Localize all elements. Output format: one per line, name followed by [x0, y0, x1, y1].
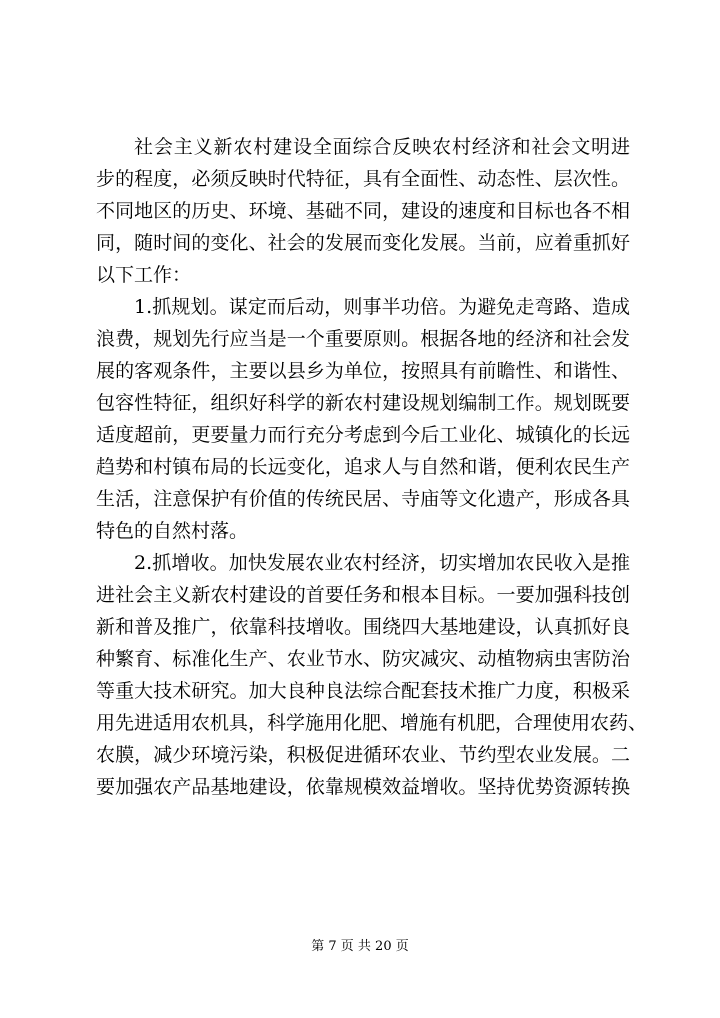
paragraph-line: 要加强农产品基地建设，依靠规模效益增收。坚持优势资源转换 [96, 776, 630, 798]
paragraph-line: 生活，注意保护有价值的传统民居、寺庙等文化遗产，形成各具 [96, 488, 630, 510]
document-body [96, 131, 648, 803]
paragraph-line: 趋势和村镇布局的长远变化，追求人与自然和谐，便利农民生产 [96, 456, 630, 478]
paragraph-line: 2.抓增收。加快发展农业农村经济，切实增加农民收入是推 [134, 552, 630, 574]
paragraph-line: 以下工作： [96, 264, 192, 286]
paragraph-line: 种繁育、标准化生产、农业节水、防灾减灾、动植物病虫害防治 [96, 648, 630, 670]
paragraph-line: 浪费，规划先行应当是一个重要原则。根据各地的经济和社会发 [96, 328, 630, 350]
paragraph-line: 进社会主义新农村建设的首要任务和根本目标。一要加强科技创 [96, 584, 630, 606]
paragraph-line: 社会主义新农村建设全面综合反映农村经济和社会文明进 [134, 136, 630, 158]
paragraph-line: 同，随时间的变化、社会的发展而变化发展。当前，应着重抓好 [96, 232, 630, 254]
page-number-footer: 第 7 页 共 20 页 [311, 939, 409, 954]
paragraph-line: 1.抓规划。谋定而后动，则事半功倍。为避免走弯路、造成 [134, 296, 630, 318]
paragraph-line: 包容性特征，组织好科学的新农村建设规划编制工作。规划既要 [96, 392, 630, 414]
paragraph-line: 农膜，减少环境污染，积极促进循环农业、节约型农业发展。二 [96, 744, 630, 766]
paragraph-line: 用先进适用农机具，科学施用化肥、增施有机肥，合理使用农药、 [96, 712, 648, 734]
paragraph-line: 新和普及推广，依靠科技增收。围绕四大基地建设，认真抓好良 [96, 616, 630, 638]
paragraph-line: 适度超前，更要量力而行充分考虑到今后工业化、城镇化的长远 [96, 424, 630, 446]
paragraph-line: 等重大技术研究。加大良种良法综合配套技术推广力度，积极采 [96, 680, 630, 702]
paragraph-line: 展的客观条件，主要以县乡为单位，按照具有前瞻性、和谐性、 [96, 360, 630, 382]
paragraph-line: 步的程度，必须反映时代特征，具有全面性、动态性、层次性。 [96, 168, 630, 190]
paragraph-line: 不同地区的历史、环境、基础不同，建设的速度和目标也各不相 [96, 200, 630, 222]
paragraph-line: 特色的自然村落。 [96, 520, 249, 542]
